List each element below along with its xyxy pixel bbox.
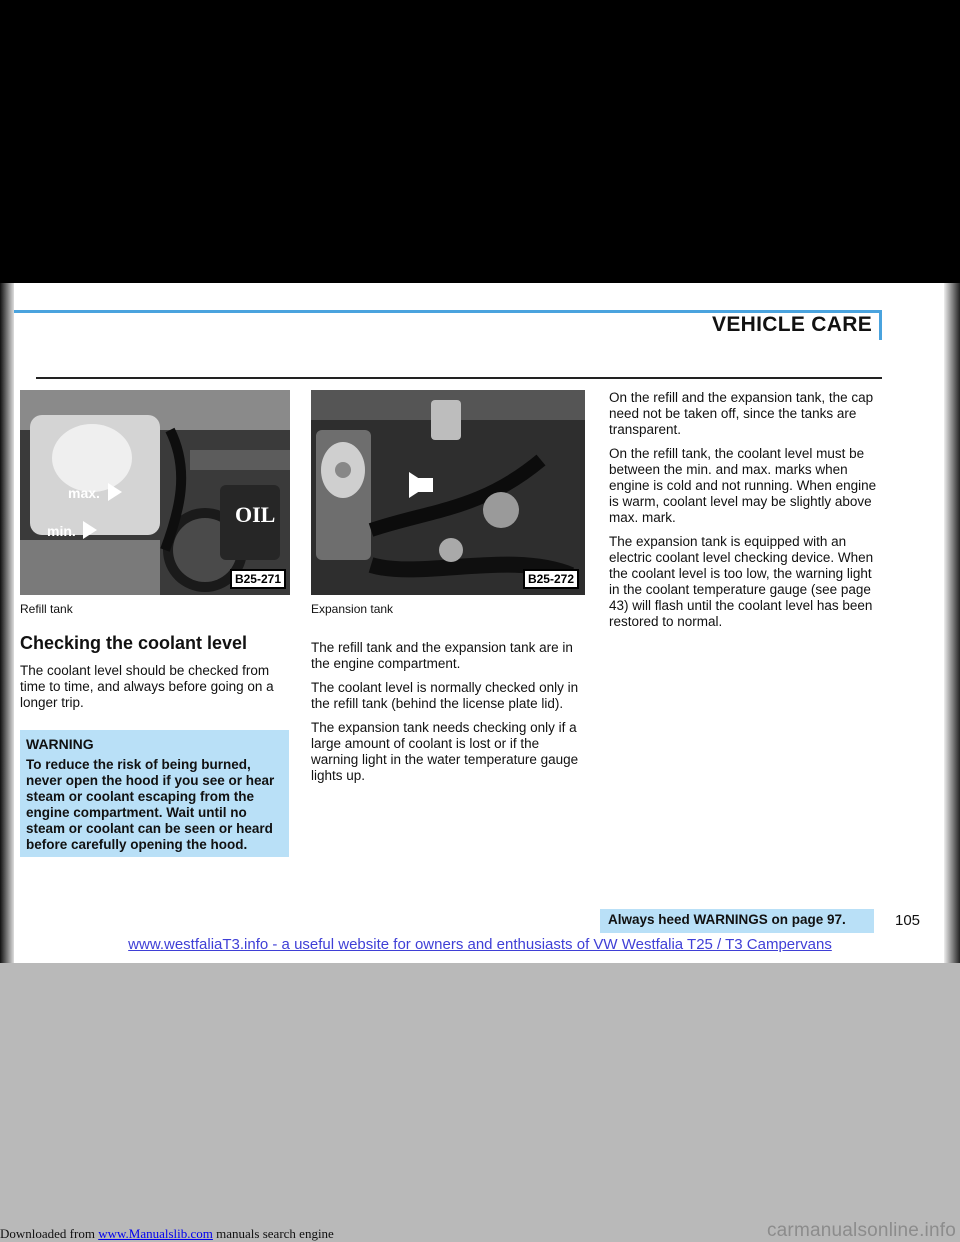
warning-title: WARNING xyxy=(26,736,94,752)
min-mark-label: min. xyxy=(47,523,76,539)
paragraph: On the refill and the expansion tank, the cap need not be taken off, since the tanks are transparent. xyxy=(609,390,874,437)
download-suffix: manuals search engine xyxy=(216,1226,334,1241)
section-divider xyxy=(36,377,882,379)
refill-tank-illustration xyxy=(20,390,290,595)
scan-background xyxy=(0,963,960,1242)
paragraph: The refill tank and the expansion tank are in the engine compartment. xyxy=(311,640,573,671)
max-arrow-icon xyxy=(108,483,122,501)
max-mark-label: max. xyxy=(68,485,100,501)
photo-code: B25-272 xyxy=(523,569,579,589)
photo-code: B25-271 xyxy=(230,569,286,589)
section-title: VEHICLE CARE xyxy=(712,313,872,336)
paragraph: The expansion tank needs checking only if a large amount of coolant is lost or if the warning light in the water temperature gauge lights up. xyxy=(311,720,579,783)
page-number: 105 xyxy=(895,912,921,929)
download-footer xyxy=(0,1226,334,1242)
intro-paragraph xyxy=(20,663,290,719)
warning-text: To reduce the risk of being burned, never open the hood if you see or hear steam or coolant escaping from the engine compartment. Wait until no steam or coolant can be seen or heard before carefully opening the hood. xyxy=(26,757,275,852)
page-edge-right xyxy=(944,283,960,963)
site-logo: carmanualsonline.info xyxy=(766,1220,956,1241)
photo-caption: Refill tank xyxy=(20,602,73,616)
min-arrow-icon xyxy=(83,521,97,539)
expansion-tank-photo xyxy=(311,390,585,595)
oil-cap-label: OIL xyxy=(235,502,276,527)
paragraph: The coolant level is normally checked only in the refill tank (behind the license plate lid). xyxy=(311,680,579,711)
website-watermark[interactable]: www.westfaliaT3.info - a useful website for owners and enthusiasts of VW Westfalia T25 / T3 Campervans xyxy=(128,936,832,953)
column-3-text xyxy=(609,390,881,638)
column-2-text xyxy=(311,640,587,792)
manualslib-link[interactable]: www.Manualslib.com xyxy=(98,1226,213,1241)
expansion-tank-illustration xyxy=(311,390,585,595)
paragraph: The expansion tank is equipped with an electric coolant level checking device. When the coolant level is too low, the warning light in the coolant temperature gauge (see page 43) will flash until the coolant level has been restored to normal. xyxy=(609,534,874,629)
warning-reference-note: Always heed WARNINGS on page 97. xyxy=(600,909,874,933)
paragraph: The coolant level should be checked from time to time, and always before going on a longer trip. xyxy=(20,663,274,710)
paragraph: On the refill tank, the coolant level must be between the min. and max. marks when engine is cold and not running. When engine is warm, coolant level may be slightly above max. mark. xyxy=(609,446,877,525)
refill-tank-photo xyxy=(20,390,290,595)
download-prefix: Downloaded from xyxy=(0,1226,95,1241)
page-edge-left xyxy=(0,283,14,963)
section-heading: Checking the coolant level xyxy=(20,633,248,653)
warning-box xyxy=(20,730,289,857)
photo-caption: Expansion tank xyxy=(311,602,394,616)
